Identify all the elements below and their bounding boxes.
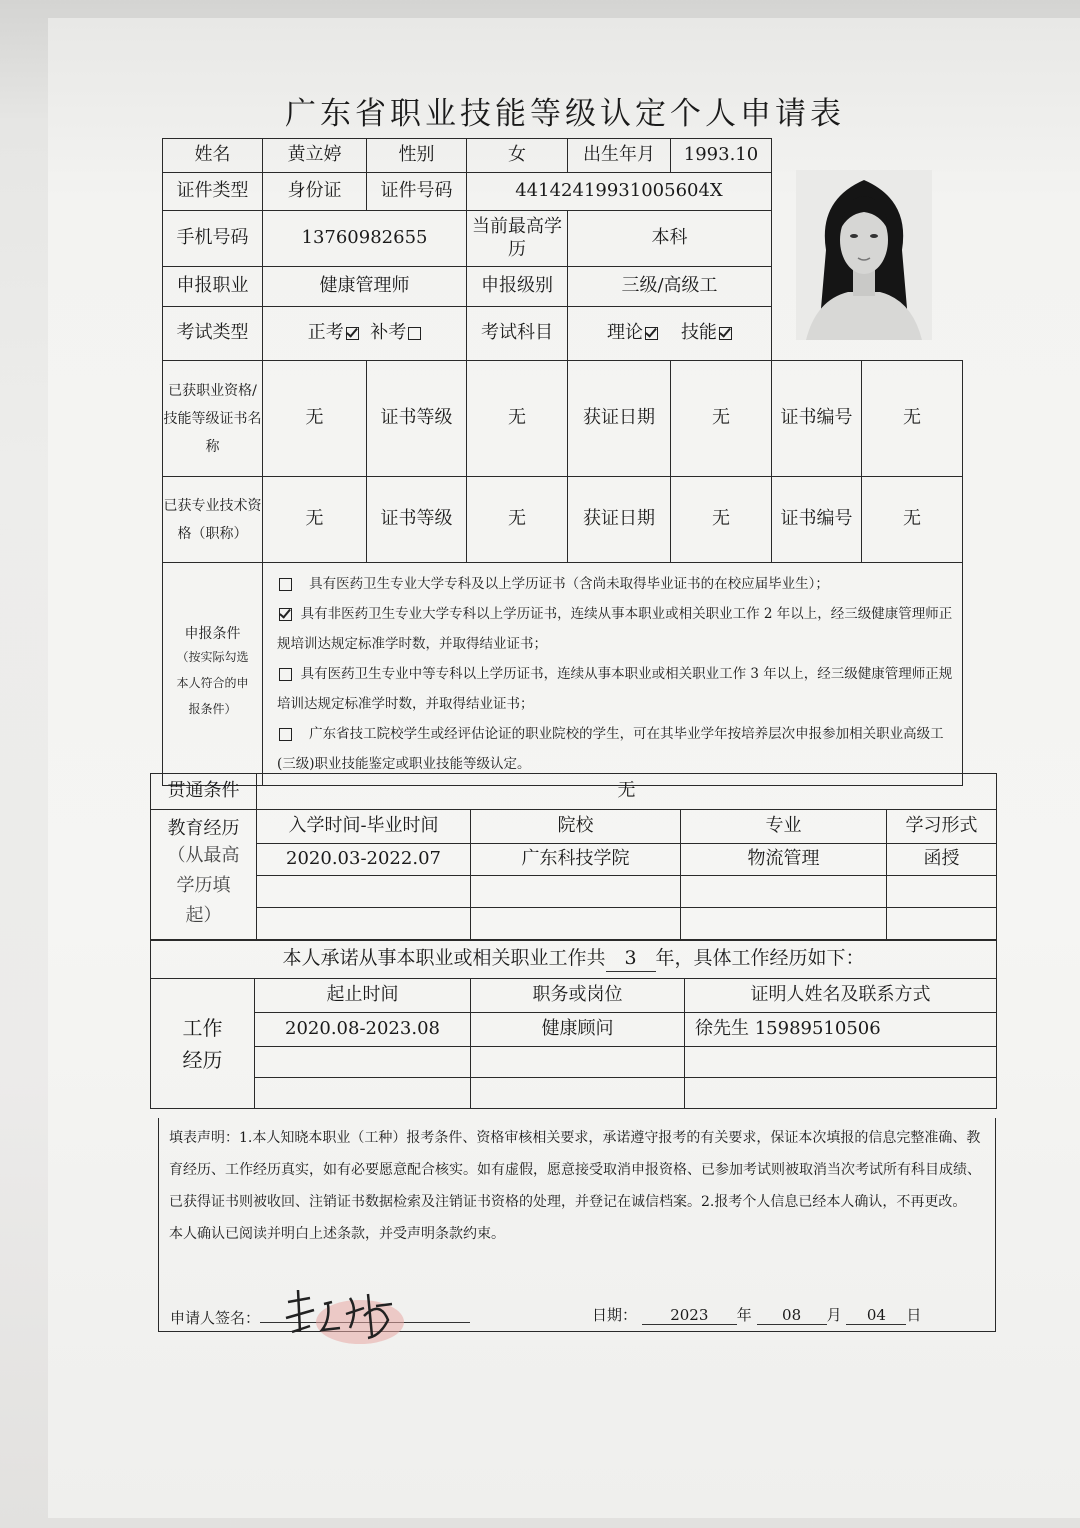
exam-type-options bbox=[263, 307, 467, 361]
work-position: 健康顾问 bbox=[471, 1013, 685, 1047]
value-level: 三级/高级工 bbox=[568, 267, 772, 307]
label-id-type: 证件类型 bbox=[163, 173, 263, 211]
checkbox-theory[interactable] bbox=[645, 327, 658, 340]
work-time: 2020.08-2023.08 bbox=[255, 1013, 471, 1047]
header-work-time: 起止时间 bbox=[255, 979, 471, 1013]
value-cert1-date: 无 bbox=[671, 361, 772, 477]
empty-cell bbox=[887, 876, 997, 908]
label-job: 申报职业 bbox=[163, 267, 263, 307]
conditions-hint: （按实际勾选本人符合的申报条件） bbox=[176, 649, 249, 716]
date-label: 日期： bbox=[592, 1306, 638, 1324]
value-cert1-no: 无 bbox=[862, 361, 963, 477]
value-cert1-level: 无 bbox=[467, 361, 568, 477]
label-id-no: 证件号码 bbox=[367, 173, 467, 211]
label-through: 贯通条件 bbox=[151, 774, 257, 810]
option-skill: 技能 bbox=[680, 322, 717, 344]
label-edu-exp bbox=[151, 810, 257, 940]
work-years: 3 bbox=[606, 947, 656, 972]
day-label: 日 bbox=[906, 1306, 922, 1324]
empty-cell bbox=[471, 1078, 685, 1109]
option-theory: 理论 bbox=[607, 322, 644, 344]
sign-day[interactable]: 04 bbox=[846, 1306, 906, 1325]
empty-cell bbox=[685, 1047, 997, 1078]
value-id-no: 44142419931005604X bbox=[467, 173, 772, 211]
declaration-body: 填表声明：1.本人知晓本职业（工种）报考条件、资格审核相关要求，承诺遵守报考的有关要求，保证本次填报的信息完整准确、教育经历、工作经历真实，如有必要愿意配合核实。如有虚假，愿意接受取消申报资格、已参加考试则被取消当次考试所有科目成绩、已获得证书则被收回、注销证书数据检索及注销证书资格的处理，并登记在诚信档案。2.报考个人信息已经本人确认，不再更改。 bbox=[169, 1130, 981, 1210]
value-gender: 女 bbox=[467, 139, 568, 173]
value-education: 本科 bbox=[568, 211, 772, 267]
value-through: 无 bbox=[257, 774, 997, 810]
header-major: 专业 bbox=[681, 810, 887, 844]
header-witness: 证明人姓名及联系方式 bbox=[685, 979, 997, 1013]
condition-checkbox[interactable] bbox=[279, 578, 292, 591]
empty-cell bbox=[255, 1078, 471, 1109]
condition-checkbox[interactable] bbox=[279, 728, 292, 741]
label-cert2-level: 证书等级 bbox=[367, 477, 467, 563]
value-phone: 13760982655 bbox=[263, 211, 467, 267]
table-row bbox=[151, 1047, 997, 1078]
work-witness: 徐先生 15989510506 bbox=[685, 1013, 997, 1047]
header-school: 院校 bbox=[471, 810, 681, 844]
table-row bbox=[151, 908, 997, 940]
label-birth: 出生年月 bbox=[568, 139, 671, 173]
label-cert2: 已获专业技术资格（职称） bbox=[163, 477, 263, 563]
condition-checkbox[interactable] bbox=[279, 668, 292, 681]
empty-cell bbox=[681, 876, 887, 908]
option-regular: 正考 bbox=[307, 322, 344, 344]
value-cert2-level: 无 bbox=[467, 477, 568, 563]
empty-cell bbox=[471, 876, 681, 908]
applicant-photo bbox=[796, 170, 932, 340]
condition-item bbox=[277, 719, 954, 779]
edu-exp-hint: （从最高学历填起） bbox=[167, 844, 240, 926]
work-prefix: 本人承诺从事本职业或相关职业工作共 bbox=[282, 947, 606, 970]
edu-school: 广东科技学院 bbox=[471, 844, 681, 876]
label-cert1-level: 证书等级 bbox=[367, 361, 467, 477]
header-study-form: 学习形式 bbox=[887, 810, 997, 844]
value-cert2-no: 无 bbox=[862, 477, 963, 563]
header-edu-time: 入学时间-毕业时间 bbox=[257, 810, 471, 844]
empty-cell bbox=[681, 908, 887, 940]
label-exam-type: 考试类型 bbox=[163, 307, 263, 361]
condition-text: 具有医药卫生专业中等专科以上学历证书，连续从事本职业或相关职业工作 3 年以上，经三级健康管理师正规培训达规定标准学时数，并取得结业证书； bbox=[277, 666, 953, 712]
checkbox-makeup[interactable] bbox=[408, 327, 421, 340]
year-label: 年 bbox=[736, 1306, 752, 1324]
condition-checkbox[interactable] bbox=[279, 608, 292, 621]
declaration-confirm: 本人确认已阅读并明白上述条款，并受声明条款约束。 bbox=[169, 1226, 505, 1242]
label-subjects: 考试科目 bbox=[467, 307, 568, 361]
empty-cell bbox=[255, 1047, 471, 1078]
condition-text: 广东省技工院校学生或经评估论证的职业院校的学生，可在其毕业学年按培养层次申报参加相关职业高级工(三级)职业技能鉴定或职业技能等级认定。 bbox=[277, 726, 944, 772]
empty-cell bbox=[471, 1047, 685, 1078]
label-work-exp: 工作经历 bbox=[151, 979, 255, 1109]
label-cert1-no: 证书编号 bbox=[772, 361, 862, 477]
label-gender: 性别 bbox=[367, 139, 467, 173]
label-name: 姓名 bbox=[163, 139, 263, 173]
signer-label: 申请人签名： bbox=[170, 1309, 261, 1327]
work-commitment bbox=[151, 941, 997, 979]
sign-month[interactable]: 08 bbox=[757, 1306, 827, 1325]
conditions-title: 申报条件 bbox=[184, 626, 241, 643]
empty-cell bbox=[257, 908, 471, 940]
header-position: 职务或岗位 bbox=[471, 979, 685, 1013]
value-cert2: 无 bbox=[263, 477, 367, 563]
edu-major: 物流管理 bbox=[681, 844, 887, 876]
condition-item bbox=[277, 599, 954, 659]
value-cert1: 无 bbox=[263, 361, 367, 477]
condition-text: 具有非医药卫生专业大学专科以上学历证书，连续从事本职业或相关职业工作 2 年以上，经三级健康管理师正规培训达规定标准学时数，并取得结业证书； bbox=[277, 606, 953, 652]
edu-exp-title: 教育经历 bbox=[167, 818, 240, 839]
empty-cell bbox=[471, 908, 681, 940]
subject-options bbox=[568, 307, 772, 361]
value-job: 健康管理师 bbox=[263, 267, 467, 307]
label-cert1: 已获职业资格/技能等级证书名称 bbox=[163, 361, 263, 477]
label-phone: 手机号码 bbox=[163, 211, 263, 267]
work-suffix: 年，具体工作经历如下： bbox=[655, 947, 865, 970]
table-row bbox=[151, 1078, 997, 1109]
table-row bbox=[151, 876, 997, 908]
empty-cell bbox=[257, 876, 471, 908]
condition-item bbox=[277, 569, 954, 599]
work-table bbox=[150, 940, 997, 1109]
empty-cell bbox=[887, 908, 997, 940]
checkbox-regular[interactable] bbox=[346, 327, 359, 340]
option-makeup: 补考 bbox=[370, 322, 407, 344]
value-id-type: 身份证 bbox=[263, 173, 367, 211]
checkbox-skill[interactable] bbox=[719, 327, 732, 340]
label-cert2-date: 获证日期 bbox=[568, 477, 671, 563]
edu-form: 函授 bbox=[887, 844, 997, 876]
table-row bbox=[151, 844, 997, 876]
table-row bbox=[151, 1013, 997, 1047]
education-table bbox=[150, 773, 997, 940]
empty-cell bbox=[685, 1078, 997, 1109]
label-cert2-no: 证书编号 bbox=[772, 477, 862, 563]
condition-item bbox=[277, 659, 954, 719]
condition-text: 具有医药卫生专业大学专科及以上学历证书（含尚未取得毕业证书的在校应届毕业生）； bbox=[309, 576, 829, 592]
value-cert2-date: 无 bbox=[671, 477, 772, 563]
edu-time: 2020.03-2022.07 bbox=[257, 844, 471, 876]
conditions-list bbox=[263, 563, 963, 786]
label-level: 申报级别 bbox=[467, 267, 568, 307]
handwritten-signature bbox=[280, 1280, 420, 1350]
date-line bbox=[592, 1304, 921, 1325]
form-title: 广东省职业技能等级认定个人申请表 bbox=[285, 96, 845, 132]
label-education: 当前最高学历 bbox=[467, 211, 568, 267]
label-conditions bbox=[163, 563, 263, 786]
value-birth: 1993.10 bbox=[671, 139, 772, 173]
value-name: 黄立婷 bbox=[263, 139, 367, 173]
sign-year[interactable]: 2023 bbox=[642, 1306, 737, 1325]
label-cert1-date: 获证日期 bbox=[568, 361, 671, 477]
month-label: 月 bbox=[826, 1306, 842, 1324]
